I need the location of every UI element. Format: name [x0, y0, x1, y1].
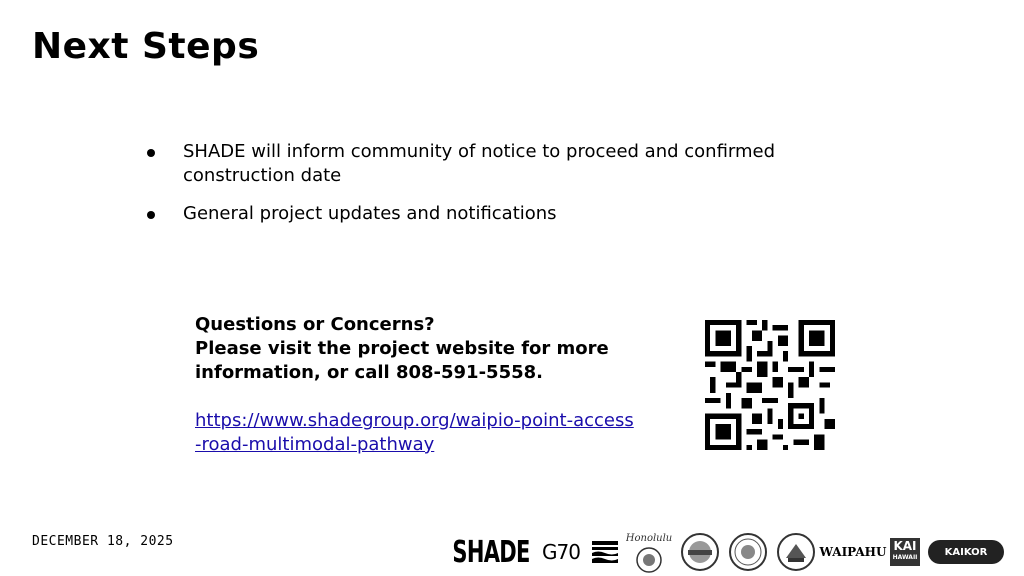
svg-text:Honolulu: Honolulu	[626, 533, 672, 544]
bullet-text: SHADE will inform community of notice to proceed and confirmed construction date	[183, 141, 776, 186]
bullet-list	[145, 140, 795, 240]
honolulu-seal-icon	[626, 530, 672, 574]
presentation-date: DECEMBER 18, 2025	[32, 534, 174, 549]
g70-logo: G70	[542, 540, 580, 564]
bullet-item	[145, 140, 795, 188]
link-text-part2: -road-multimodal-pathway	[195, 434, 435, 455]
bullet-text: General project updates and notifications	[183, 203, 557, 224]
kai-logo-subtext: HAWAII	[892, 554, 918, 561]
waves-logo-icon	[592, 539, 618, 565]
state-seal-icon	[728, 532, 768, 572]
waipahu-seal-icon	[776, 532, 816, 572]
waipahu-logo	[819, 545, 887, 559]
shade-logo: SHADE	[452, 534, 530, 570]
questions-heading: Questions or Concerns?	[195, 314, 435, 335]
qr-code-icon[interactable]	[705, 320, 835, 450]
bullet-item	[145, 202, 795, 226]
contact-block	[195, 313, 665, 457]
bullet-icon	[147, 211, 155, 219]
kaikor-logo: KAIKOR	[928, 540, 1004, 564]
slide-title: Next Steps	[32, 26, 260, 67]
honolulu-logo	[626, 530, 672, 574]
bullet-icon	[147, 149, 155, 157]
kai-logo-text: KAI	[893, 539, 917, 553]
waipahu-logo-text: WAIPAHU	[819, 545, 887, 559]
project-website-link[interactable]	[195, 409, 665, 457]
kai-hawaii-logo	[890, 538, 920, 566]
contact-instructions: Please visit the project website for more information, or call 808-591-5558.	[195, 338, 609, 383]
link-text-part1: https://www.shadegroup.org/waipio-point-access	[195, 410, 634, 431]
community-seal-icon	[680, 532, 720, 572]
partner-logo-strip	[452, 530, 1015, 574]
